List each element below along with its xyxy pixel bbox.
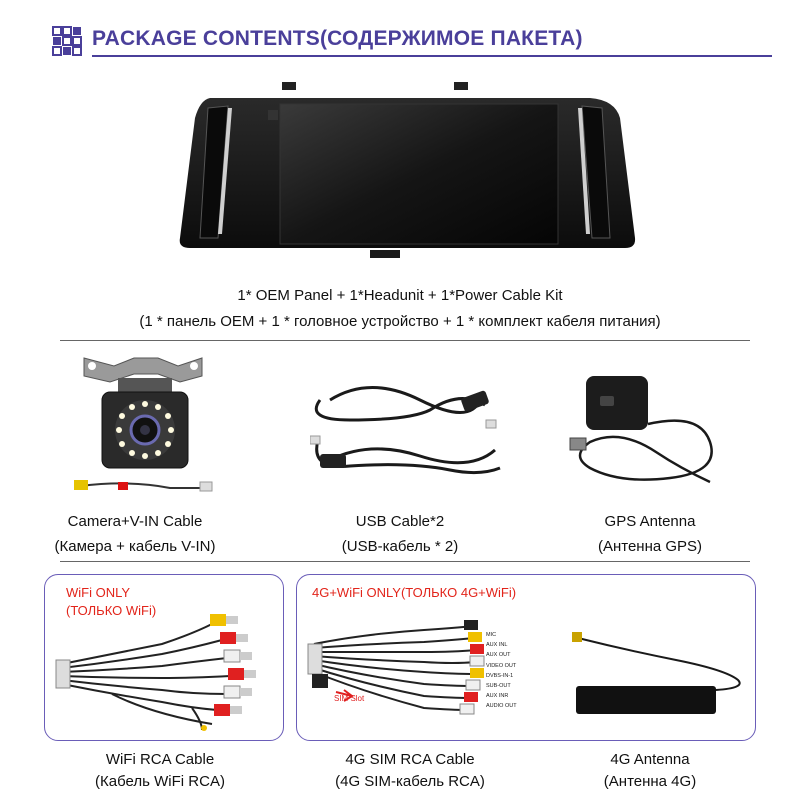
wifi-rca-caption-ru: (Кабель WiFi RCA) — [95, 773, 225, 790]
camera-image — [70, 352, 220, 497]
rca-tag: VIDEO OUT — [486, 662, 517, 669]
4g-antenna-caption-ru: (Антенна 4G) — [603, 773, 697, 790]
main-caption-ru: (1 * панель OEM + 1 * головное устройство + 1 * комплект кабеля питания) — [139, 313, 661, 330]
gps-caption: GPS Antenna — [604, 513, 696, 530]
4g-antenna-caption: 4G Antenna — [610, 751, 690, 768]
rca-tag: AUX OUT — [486, 652, 511, 659]
usb-cable-image — [310, 380, 510, 480]
4g-sim-rca-caption-ru: (4G SIM-кабель RCA) — [335, 773, 485, 790]
rca-tag: AUDIO OUT — [486, 703, 517, 710]
divider — [60, 561, 750, 562]
main-caption-en: 1* OEM Panel + 1*Headunit + 1*Power Cable Kit — [237, 287, 563, 304]
camera-caption-ru: (Камера + кабель V-IN) — [54, 538, 216, 555]
4g-antenna-image — [566, 630, 748, 722]
rca-tag: MIC — [486, 632, 497, 638]
usb-caption-ru: (USB-кабель * 2) — [341, 538, 459, 555]
rca-tag: AUX INR — [486, 693, 509, 700]
rca-tag-list — [486, 630, 526, 712]
usb-caption: USB Cable*2 — [355, 513, 445, 530]
page-title: PACKAGE CONTENTS(СОДЕРЖИМОЕ ПАКЕТА) — [92, 27, 583, 50]
divider — [60, 340, 750, 341]
4g-sim-rca-caption: 4G SIM RCA Cable — [345, 751, 475, 768]
rca-tag: DVBS-IN-1 — [486, 672, 514, 679]
sim-slot-label: SIM Slot — [334, 694, 365, 703]
wifi-rca-cable-image — [52, 604, 274, 732]
wifi-rca-caption: WiFi RCA Cable — [105, 751, 215, 768]
gps-caption-ru: (Антенна GPS) — [597, 538, 703, 555]
4g-wifi-only-label: 4G+WiFi ONLY(ТОЛЬКО 4G+WiFi) — [312, 585, 517, 600]
wifi-only-label-ru: (ТОЛЬКО WiFi) — [66, 603, 157, 618]
header-underline — [92, 55, 772, 57]
rca-tag: AUX INL — [486, 642, 508, 649]
wifi-only-label: WiFi ONLY — [66, 585, 131, 600]
grid-icon — [52, 26, 82, 56]
headunit-image — [170, 78, 640, 264]
camera-caption: Camera+V-IN Cable — [67, 513, 203, 530]
gps-antenna-image — [560, 372, 740, 500]
rca-tag: SUB-OUT — [486, 683, 511, 690]
